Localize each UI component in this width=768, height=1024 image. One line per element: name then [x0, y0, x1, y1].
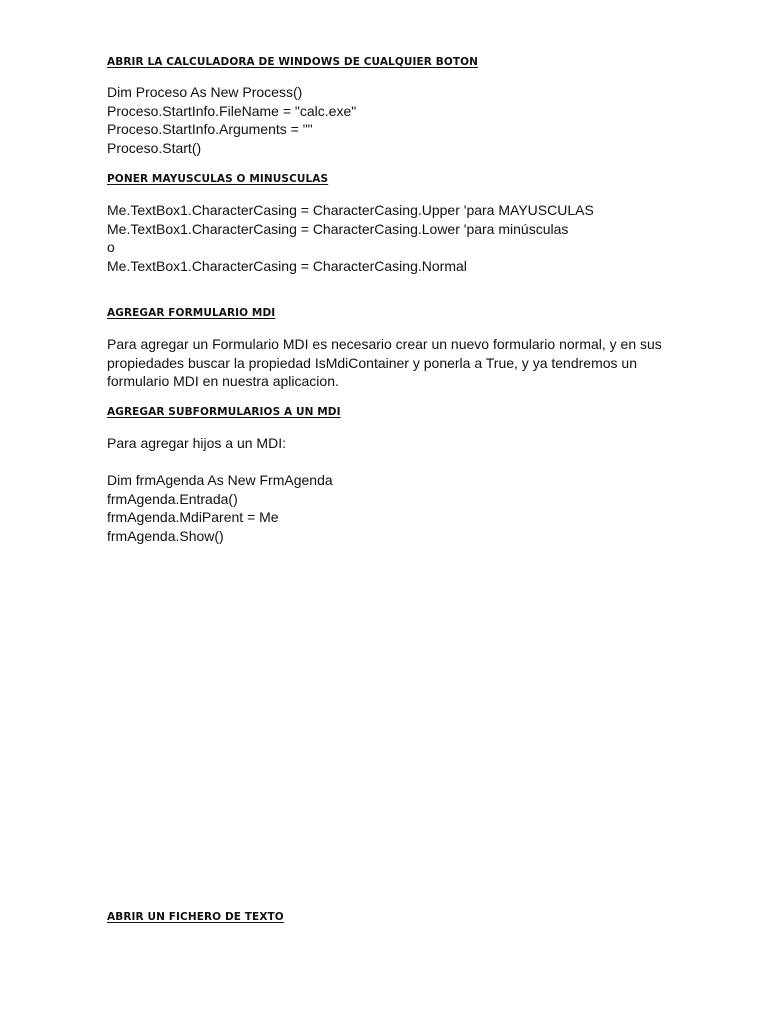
section-heading: ABRIR LA CALCULADORA DE WINDOWS DE CUALQUIER BOTON	[107, 56, 479, 68]
code-block-4	[107, 471, 728, 545]
code-line: frmAgenda.Entrada()	[107, 490, 238, 507]
code-block-1	[107, 83, 728, 157]
code-line: Dim Proceso As New Process()	[107, 84, 303, 100]
section-5	[107, 911, 728, 923]
code-line: frmAgenda.Show()	[107, 527, 224, 544]
code-line: Me.TextBox1.CharacterCasing = CharacterCasing.Normal	[107, 257, 467, 274]
paragraph-3	[107, 335, 728, 391]
section-heading: ABRIR UN FICHERO DE TEXTO	[107, 911, 284, 923]
code-line: Me.TextBox1.CharacterCasing = CharacterCasing.Lower 'para minúsculas	[107, 220, 569, 237]
code-block-2	[107, 201, 728, 275]
section-3	[107, 307, 728, 319]
paragraph-4	[107, 434, 728, 453]
code-line: o	[107, 239, 115, 256]
section-heading: AGREGAR FORMULARIO MDI	[107, 307, 276, 319]
paragraph-text: Para agregar un Formulario MDI es necesario crear un nuevo formulario normal, y en sus propiedades buscar la propiedad IsMdiContainer y ponerla a True, y ya tendremos un formulario MDI en nuestra aplicacion.	[107, 336, 662, 390]
code-line: Proceso.StartInfo.FileName = "calc.exe"	[107, 102, 357, 119]
section-4	[107, 406, 728, 418]
section-1	[107, 56, 728, 68]
section-heading: PONER MAYUSCULAS O MINUSCULAS	[107, 173, 329, 185]
paragraph-text: Para agregar hijos a un MDI:	[107, 435, 286, 451]
code-line: Dim frmAgenda As New FrmAgenda	[107, 472, 333, 488]
section-2	[107, 173, 728, 185]
code-line: Me.TextBox1.CharacterCasing = CharacterCasing.Upper 'para MAYUSCULAS	[107, 202, 594, 218]
code-line: Proceso.StartInfo.Arguments = ""	[107, 121, 313, 138]
code-line: frmAgenda.MdiParent = Me	[107, 509, 279, 526]
code-line: Proceso.Start()	[107, 139, 202, 156]
section-heading: AGREGAR SUBFORMULARIOS A UN MDI	[107, 406, 341, 418]
